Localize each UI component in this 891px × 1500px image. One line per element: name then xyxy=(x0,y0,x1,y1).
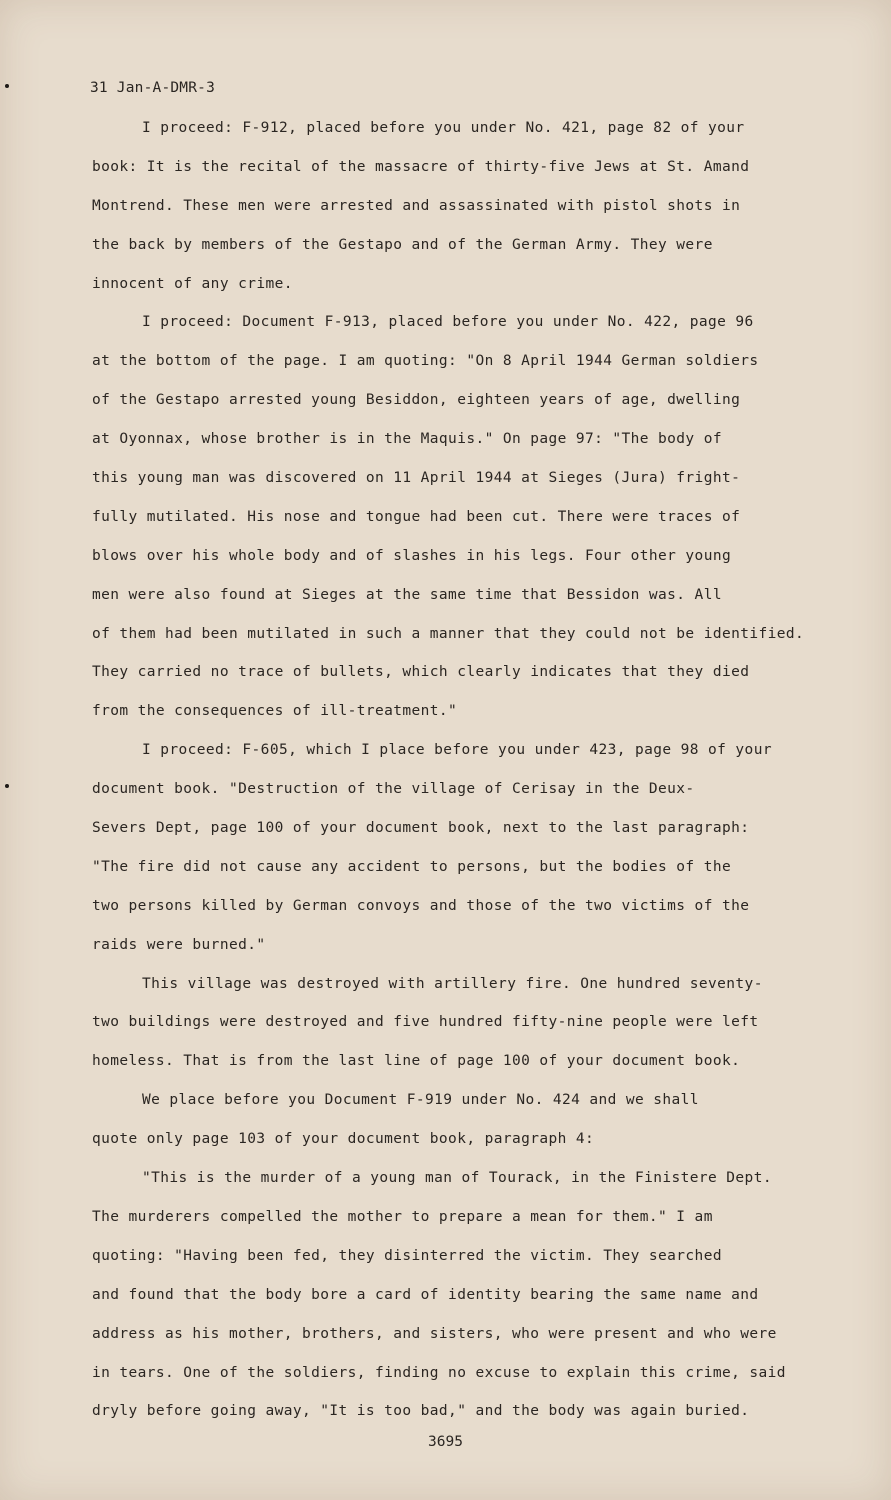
text-line: book: It is the recital of the massacre of thirty-five Jews at St. Amand xyxy=(92,158,750,175)
text-line: fully mutilated. His nose and tongue had been cut. There were traces of xyxy=(92,508,741,525)
document-body xyxy=(92,109,852,1431)
text-line: of them had been mutilated in such a manner that they could not be identified. xyxy=(92,625,805,642)
text-line: the back by members of the Gestapo and of the German Army. They were xyxy=(92,236,713,253)
text-line: "The fire did not cause any accident to persons, but the bodies of the xyxy=(92,858,732,875)
edge-punch-mark xyxy=(5,84,9,88)
text-line: of the Gestapo arrested young Besiddon, eighteen years of age, dwelling xyxy=(92,392,741,409)
text-line: this young man was discovered on 11 April 1944 at Sieges (Jura) fright- xyxy=(92,470,741,487)
text-line: homeless. That is from the last line of page 100 of your document book. xyxy=(92,1053,741,1070)
text-line: The murderers compelled the mother to prepare a mean for them." I am xyxy=(92,1208,713,1225)
text-line: dryly before going away, "It is too bad," and the body was again buried. xyxy=(92,1403,750,1420)
text-line: I proceed: F-912, placed before you under No. 421, page 82 of your xyxy=(142,120,745,136)
text-line: This village was destroyed with artillery fire. One hundred seventy- xyxy=(142,975,763,992)
text-line: We place before you Document F-919 under No. 424 and we shall xyxy=(142,1092,699,1109)
text-line: Montrend. These men were arrested and assassinated with pistol shots in xyxy=(92,197,741,214)
text-line: I proceed: Document F-913, placed before you under No. 422, page 96 xyxy=(142,314,754,331)
text-line: I proceed: F-605, which I place before you under 423, page 98 of your xyxy=(142,742,772,759)
text-line: raids were burned." xyxy=(92,936,266,953)
text-line: quote only page 103 of your document book, paragraph 4: xyxy=(92,1131,595,1148)
text-line: two persons killed by German convoys and those of the two victims of the xyxy=(92,897,750,914)
text-line: quoting: "Having been fed, they disinterred the victim. They searched xyxy=(92,1247,722,1264)
edge-punch-mark xyxy=(5,784,9,788)
text-line: "This is the murder of a young man of Tourack, in the Finistere Dept. xyxy=(142,1170,772,1187)
text-line: blows over his whole body and of slashes in his legs. Four other young xyxy=(92,547,732,564)
text-line: at the bottom of the page. I am quoting: "On 8 April 1944 German soldiers xyxy=(92,353,759,370)
text-line: at Oyonnax, whose brother is in the Maquis." On page 97: "The body of xyxy=(92,431,722,448)
text-line: in tears. One of the soldiers, finding no excuse to explain this crime, said xyxy=(92,1364,786,1381)
page-number: 3695 xyxy=(428,1434,463,1450)
text-line: from the consequences of ill-treatment." xyxy=(92,703,458,720)
text-line: men were also found at Sieges at the same time that Bessidon was. All xyxy=(92,586,722,603)
text-line: document book. "Destruction of the village of Cerisay in the Deux- xyxy=(92,781,695,798)
text-line: innocent of any crime. xyxy=(92,275,293,292)
text-line: Severs Dept, page 100 of your document book, next to the last paragraph: xyxy=(92,820,750,837)
document-header: 31 Jan-A-DMR-3 xyxy=(90,80,216,96)
text-line: They carried no trace of bullets, which clearly indicates that they died xyxy=(92,664,750,681)
text-line: two buildings were destroyed and five hundred fifty-nine people were left xyxy=(92,1014,759,1031)
text-line: and found that the body bore a card of identity bearing the same name and xyxy=(92,1286,759,1303)
text-line: address as his mother, brothers, and sisters, who were present and who were xyxy=(92,1325,777,1342)
